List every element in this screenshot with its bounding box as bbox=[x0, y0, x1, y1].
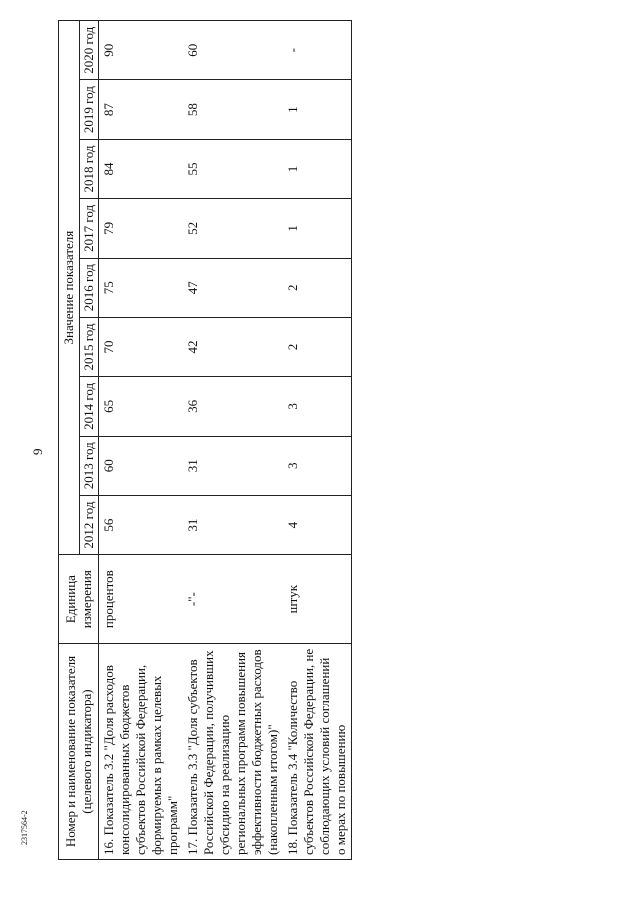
value-cell: - bbox=[283, 21, 352, 80]
indicator-name: 16. Показатель 3.2 "Доля расходов консолидированных бюджетов субъектов Российской Федерации, формируемых в рамках целевых программ" bbox=[99, 644, 184, 860]
value-cell: 55 bbox=[183, 139, 283, 198]
value-cell: 4 bbox=[283, 495, 352, 554]
value-cell: 42 bbox=[183, 317, 283, 376]
indicator-name: 17. Показатель 3.3 "Доля субъектов Российской Федерации, получивших субсидию на реализацию региональных программ повышения эффективности бюджетных расходов (накопленным итогом)" bbox=[183, 644, 283, 860]
indicator-unit: процентов bbox=[99, 555, 184, 644]
value-cell: 2 bbox=[283, 317, 352, 376]
header-year: 2015 год bbox=[80, 317, 99, 376]
value-cell: 75 bbox=[99, 258, 184, 317]
indicator-unit: штук bbox=[283, 555, 352, 644]
header-indicator: Номер и наименование показателя (целевого индикатора) bbox=[59, 644, 99, 860]
value-cell: 1 bbox=[283, 199, 352, 258]
value-cell: 56 bbox=[99, 495, 184, 554]
page-number: 9 bbox=[30, 448, 45, 455]
header-values-group: Значение показателя bbox=[59, 21, 80, 555]
value-cell: 52 bbox=[183, 199, 283, 258]
document-code: 2317564-2 bbox=[20, 810, 29, 845]
value-cell: 79 bbox=[99, 199, 184, 258]
value-cell: 3 bbox=[283, 436, 352, 495]
value-cell: 1 bbox=[283, 80, 352, 139]
value-cell: 70 bbox=[99, 317, 184, 376]
header-year: 2020 год bbox=[80, 21, 99, 80]
indicator-name: 18. Показатель 3.4 "Количество субъектов Российской Федерации, не соблюдающих условий соглашений о мерах по повышению bbox=[283, 644, 352, 860]
value-cell: 84 bbox=[99, 139, 184, 198]
indicator-unit: -"- bbox=[183, 555, 283, 644]
header-year: 2018 год bbox=[80, 139, 99, 198]
value-cell: 1 bbox=[283, 139, 352, 198]
value-cell: 2 bbox=[283, 258, 352, 317]
value-cell: 60 bbox=[183, 21, 283, 80]
value-cell: 31 bbox=[183, 495, 283, 554]
indicator-table bbox=[58, 20, 352, 860]
value-cell: 87 bbox=[99, 80, 184, 139]
value-cell: 31 bbox=[183, 436, 283, 495]
rotated-table-container bbox=[58, 20, 618, 860]
header-year: 2012 год bbox=[80, 495, 99, 554]
table-row bbox=[283, 21, 352, 860]
value-cell: 58 bbox=[183, 80, 283, 139]
value-cell: 60 bbox=[99, 436, 184, 495]
value-cell: 3 bbox=[283, 377, 352, 436]
header-unit: Единица измерения bbox=[59, 555, 99, 644]
table-row bbox=[99, 21, 184, 860]
header-year: 2017 год bbox=[80, 199, 99, 258]
value-cell: 36 bbox=[183, 377, 283, 436]
value-cell: 90 bbox=[99, 21, 184, 80]
header-year: 2013 год bbox=[80, 436, 99, 495]
header-year: 2019 год bbox=[80, 80, 99, 139]
value-cell: 47 bbox=[183, 258, 283, 317]
table-row bbox=[183, 21, 283, 860]
header-year: 2016 год bbox=[80, 258, 99, 317]
header-year: 2014 год bbox=[80, 377, 99, 436]
value-cell: 65 bbox=[99, 377, 184, 436]
